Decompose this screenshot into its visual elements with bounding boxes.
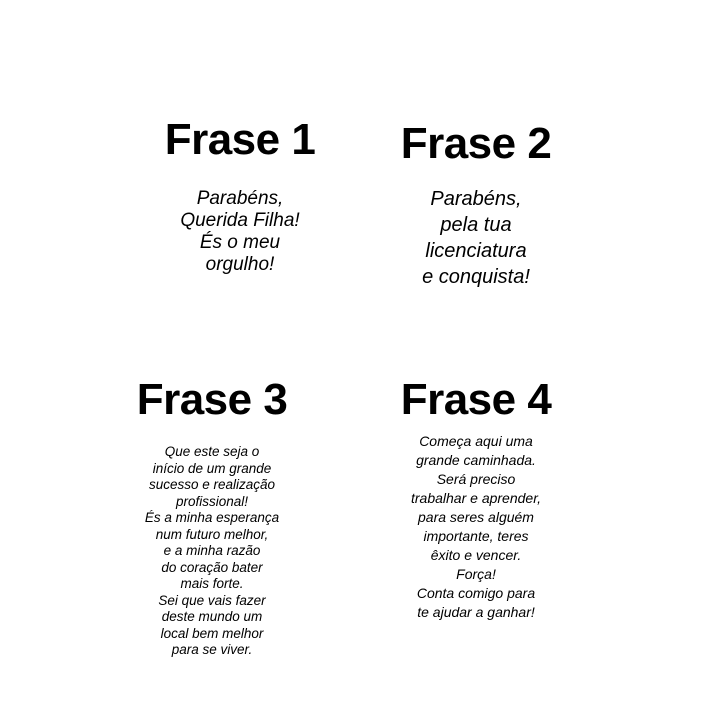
phrase-text xyxy=(92,444,332,659)
phrase-line: Começa aqui uma xyxy=(419,433,533,449)
phrase-line: para se viver. xyxy=(171,642,253,657)
phrase-text xyxy=(120,188,360,276)
phrase-line: trabalhar e aprender, xyxy=(411,490,541,506)
phrase-block-2 xyxy=(356,118,596,290)
phrase-line: Sei que vais fazer xyxy=(158,592,266,608)
phrase-line: grande caminhada. xyxy=(416,452,536,468)
phrase-line: licenciatura xyxy=(425,240,527,262)
phrase-line: num futuro melhor, xyxy=(155,526,269,542)
phrase-block-4 xyxy=(356,375,596,622)
phrase-title: Frase 2 xyxy=(400,119,552,168)
phrase-line: pela tua xyxy=(440,214,512,236)
phrase-line: orgulho! xyxy=(205,254,275,275)
phrase-title: Frase 4 xyxy=(400,375,552,424)
phrase-block-1 xyxy=(120,115,360,276)
phrase-line: êxito e vencer. xyxy=(430,547,522,563)
phrase-line: Parabéns, xyxy=(196,188,284,209)
phrase-line: do coração bater xyxy=(161,559,263,575)
phrase-line: Força! xyxy=(456,566,496,582)
phrase-line: para seres alguém xyxy=(418,509,534,525)
phrase-line: Conta comigo para xyxy=(416,585,536,601)
phrase-block-3 xyxy=(92,375,332,659)
phrase-line: mais forte. xyxy=(180,576,244,591)
phrase-line: local bem melhor xyxy=(160,625,264,641)
phrase-line: deste mundo um xyxy=(161,609,263,624)
phrase-title: Frase 1 xyxy=(164,115,316,164)
phrase-line: Será preciso xyxy=(436,471,516,487)
phrase-line: início de um grande xyxy=(152,460,272,476)
phrase-line: e conquista! xyxy=(422,266,530,288)
phrase-text xyxy=(356,432,596,622)
phrase-line: importante, teres xyxy=(423,528,529,544)
phrase-line: sucesso e realização xyxy=(148,477,276,492)
phrase-text xyxy=(356,186,596,290)
phrase-line: És a minha esperança xyxy=(144,510,280,525)
phrase-line: Querida Filha! xyxy=(180,210,300,231)
phrase-line: profissional! xyxy=(175,493,249,509)
phrase-line: Que este seja o xyxy=(164,444,260,459)
phrase-line: e a minha razão xyxy=(163,543,261,558)
phrase-line: Parabéns, xyxy=(430,188,522,210)
phrase-line: te ajudar a ganhar! xyxy=(417,604,535,620)
phrase-line: És o meu xyxy=(199,232,281,253)
phrase-title: Frase 3 xyxy=(136,375,288,424)
